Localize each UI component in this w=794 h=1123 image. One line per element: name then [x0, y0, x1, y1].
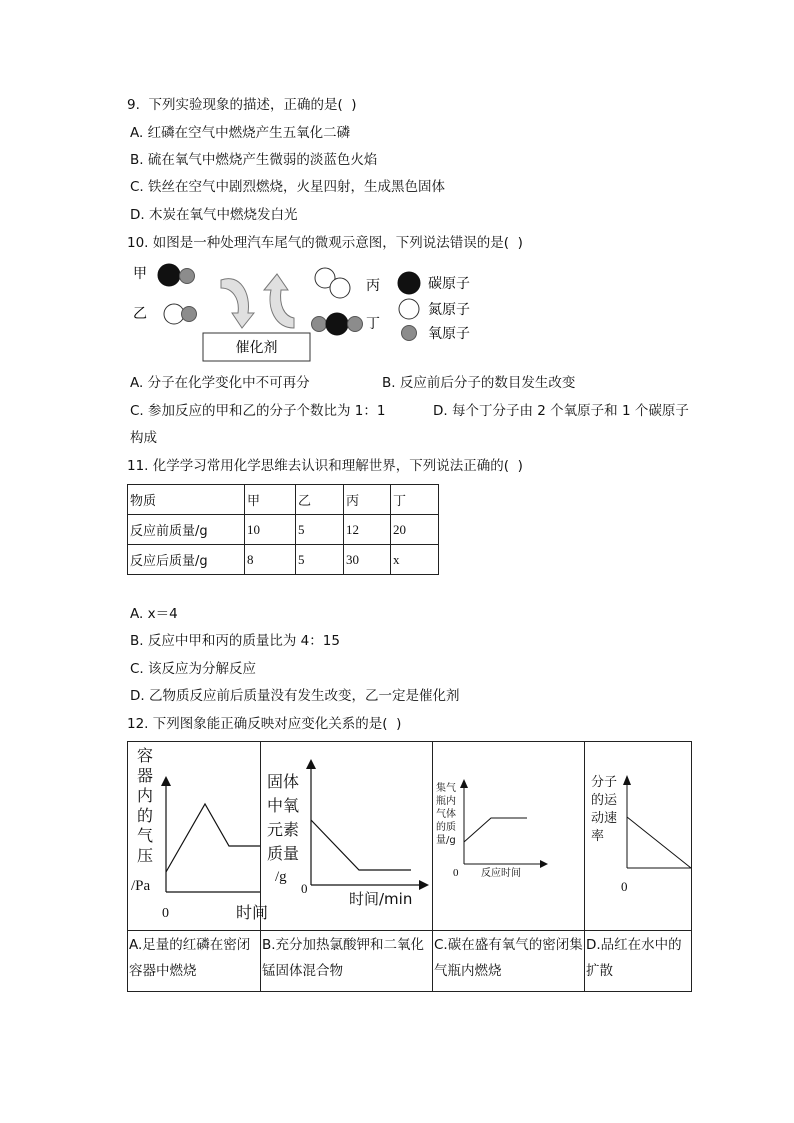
catalyst-label: 催化剂: [235, 340, 278, 356]
q11-option-b: B. 反应中甲和丙的质量比为 4：15: [130, 633, 340, 649]
q12-graph-grid: [127, 741, 693, 993]
table-cell: 8: [245, 545, 296, 575]
panel-a-xlabel: 时间: [236, 903, 269, 922]
panel-c-plot: [433, 742, 584, 930]
q10-stem: 10. 如图是一种处理汽车尾气的微观示意图，下列说法错误的是( ): [127, 235, 523, 251]
panel-b-xlabel: 时间/min: [349, 890, 413, 908]
panel-a-curve: [166, 804, 260, 872]
legend-carbon-icon: [398, 272, 420, 294]
q11-mass-table: [127, 484, 439, 575]
panel-a-yunit: /Pa: [131, 878, 151, 894]
q9-option-a: A. 红磷在空气中燃烧产生五氧化二磷: [130, 125, 351, 141]
panel-a-plot: [128, 742, 260, 930]
label-ding: 丁: [366, 316, 380, 332]
table-header-cell: 乙: [296, 485, 344, 515]
table-header-cell: 甲: [245, 485, 296, 515]
q12-stem: 12. 下列图象能正确反映对应变化关系的是( ): [127, 716, 402, 732]
panel-d-curve: [627, 817, 691, 868]
table-header-cell: 丙: [344, 485, 391, 515]
table-cell: 30: [344, 545, 391, 575]
q11-option-d: D. 乙物质反应前后质量没有发生改变，乙一定是催化剂: [130, 688, 460, 704]
table-cell: x: [391, 545, 439, 575]
table-cell: 10: [245, 515, 296, 545]
label-bing: 丙: [366, 278, 380, 294]
legend-nitrogen-icon: [399, 299, 419, 319]
panel-d-ylabel: 分子 的运 动速 率: [591, 775, 618, 844]
ding-oxygen-atom-2: [348, 317, 363, 332]
panel-d-plot: [585, 742, 691, 930]
panel-b-origin: 0: [301, 881, 308, 896]
label-yi: 乙: [133, 306, 147, 322]
yi-oxygen-atom: [182, 307, 197, 322]
label-jia: 甲: [133, 266, 147, 282]
ding-carbon-atom: [326, 313, 348, 335]
ding-oxygen-atom-1: [312, 317, 327, 332]
q11-stem: 11. 化学学习常用化学思维去认识和理解世界，下列说法正确的( ): [127, 458, 523, 474]
table-header-cell: 物质: [128, 485, 245, 515]
panel-c-xlabel: 反应时间: [481, 868, 521, 879]
panel-b-plot: [261, 742, 432, 930]
reaction-svg: [128, 258, 488, 366]
panel-b-ylabel: 固体 中氧 元素 质量: [267, 772, 300, 863]
panel-a-caption: A.足量的红磷在密闭容器中燃烧: [129, 937, 251, 979]
panel-c-curve: [464, 818, 527, 842]
table-cell: 12: [344, 515, 391, 545]
table-header-cell: 丁: [391, 485, 439, 515]
q11-option-a: A. x＝4: [130, 606, 178, 622]
q10-option-a: A. 分子在化学变化中不可再分: [130, 375, 310, 391]
q10-reaction-diagram: [128, 258, 488, 366]
q10-option-d-continued: 构成: [130, 430, 157, 446]
panel-d: [585, 742, 691, 930]
table-header-row: [128, 485, 439, 515]
panel-c: [433, 742, 584, 930]
q10-option-c: C. 参加反应的甲和乙的分子个数比为 1：1: [130, 403, 386, 419]
q9-stem: 9. 下列实验现象的描述，正确的是( ): [127, 97, 357, 113]
table-cell: 反应前质量/g: [128, 515, 245, 545]
panel-a-origin: 0: [162, 906, 169, 921]
q9-option-c: C. 铁丝在空气中剧烈燃烧，火星四射，生成黑色固体: [130, 179, 446, 195]
panel-a-ylabel: 容 器 内 的 气 压: [136, 746, 153, 865]
q10-option-b: B. 反应前后分子的数目发生改变: [382, 375, 576, 391]
jia-oxygen-atom: [180, 269, 195, 284]
q9-option-b: B. 硫在氧气中燃烧产生微弱的淡蓝色火焰: [130, 152, 378, 168]
bing-nitrogen-atom-2: [330, 278, 350, 298]
table-row: [128, 545, 439, 575]
panel-c-origin: 0: [453, 867, 459, 879]
reaction-arrow-up: [264, 274, 294, 328]
table-cell: 5: [296, 545, 344, 575]
legend-carbon-label: 碳原子: [428, 276, 470, 292]
legend-nitrogen-label: 氮原子: [428, 302, 470, 318]
q11-option-c: C. 该反应为分解反应: [130, 661, 257, 677]
reaction-arrow-down: [221, 279, 254, 328]
panel-a: [128, 742, 269, 930]
panel-c-ylabel: 集气 瓶内 气体 的质 量/g: [436, 783, 456, 846]
table-cell: 20: [391, 515, 439, 545]
panel-d-origin: 0: [621, 879, 628, 894]
table-cell: 5: [296, 515, 344, 545]
panel-d-caption: D.品红在水中的扩散: [586, 937, 682, 979]
table-row: [128, 515, 439, 545]
panel-b: [261, 742, 432, 930]
panel-b-curve: [311, 820, 411, 870]
q10-option-d: D. 每个丁分子由 2 个氧原子和 1 个碳原子: [433, 403, 689, 419]
jia-carbon-atom: [158, 264, 180, 286]
panel-b-caption: B.充分加热氯酸钾和二氧化锰固体混合物: [262, 937, 425, 979]
panel-c-caption: C.碳在盛有氧气的密闭集气瓶内燃烧: [434, 937, 583, 979]
table-cell: 反应后质量/g: [128, 545, 245, 575]
legend-oxygen-label: 氧原子: [428, 326, 470, 342]
panel-b-yunit: /g: [275, 869, 287, 885]
q9-option-d: D. 木炭在氧气中燃烧发白光: [130, 207, 298, 223]
legend-oxygen-icon: [402, 326, 417, 341]
